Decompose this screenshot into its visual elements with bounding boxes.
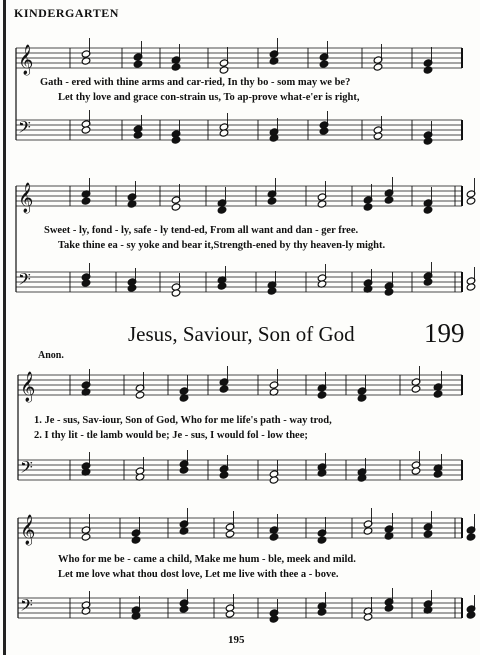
treble-note-head [319, 60, 329, 68]
treble-clef-icon: 𝄞 [20, 372, 36, 402]
treble-note-head [81, 197, 91, 205]
treble-note-head [133, 60, 143, 68]
treble-note-head [423, 66, 433, 74]
treble-note-head [363, 203, 373, 211]
bass-clef-icon: 𝄢 [18, 269, 31, 293]
treble-note-head [171, 63, 181, 71]
section-header: KINDERGARTEN [14, 6, 119, 20]
treble-note-head [466, 197, 476, 205]
treble-note-head [384, 196, 394, 204]
treble-note-head [466, 533, 476, 541]
treble-note-head [317, 536, 327, 544]
treble-note-head [219, 385, 229, 393]
treble-clef-icon: 𝄞 [20, 515, 36, 545]
treble-note-head [219, 66, 229, 74]
treble-note-head [423, 530, 433, 538]
treble-note-head [135, 391, 145, 399]
treble-note-head [411, 385, 421, 393]
hymn-number: 199 [424, 318, 465, 348]
treble-note-head [423, 206, 433, 214]
treble-note-head [267, 197, 277, 205]
treble-note-head [433, 390, 443, 398]
treble-note-head [373, 63, 383, 71]
hymn-title: Jesus, Saviour, Son of God [128, 322, 355, 346]
hymn-attribution: Anon. [38, 350, 64, 361]
bass-clef-icon: 𝄢 [20, 595, 33, 619]
treble-note-head [131, 536, 141, 544]
treble-note-head [81, 533, 91, 541]
bass-clef-icon: 𝄢 [20, 457, 33, 481]
treble-clef-icon: 𝄞 [18, 183, 34, 213]
page-number: 195 [228, 634, 245, 646]
treble-note-head [269, 533, 279, 541]
treble-note-head [171, 203, 181, 211]
treble-note-head [317, 391, 327, 399]
treble-clef-icon: 𝄞 [18, 45, 34, 75]
bass-clef-icon: 𝄢 [18, 117, 31, 141]
treble-note-head [225, 530, 235, 538]
treble-note-head [217, 206, 227, 214]
